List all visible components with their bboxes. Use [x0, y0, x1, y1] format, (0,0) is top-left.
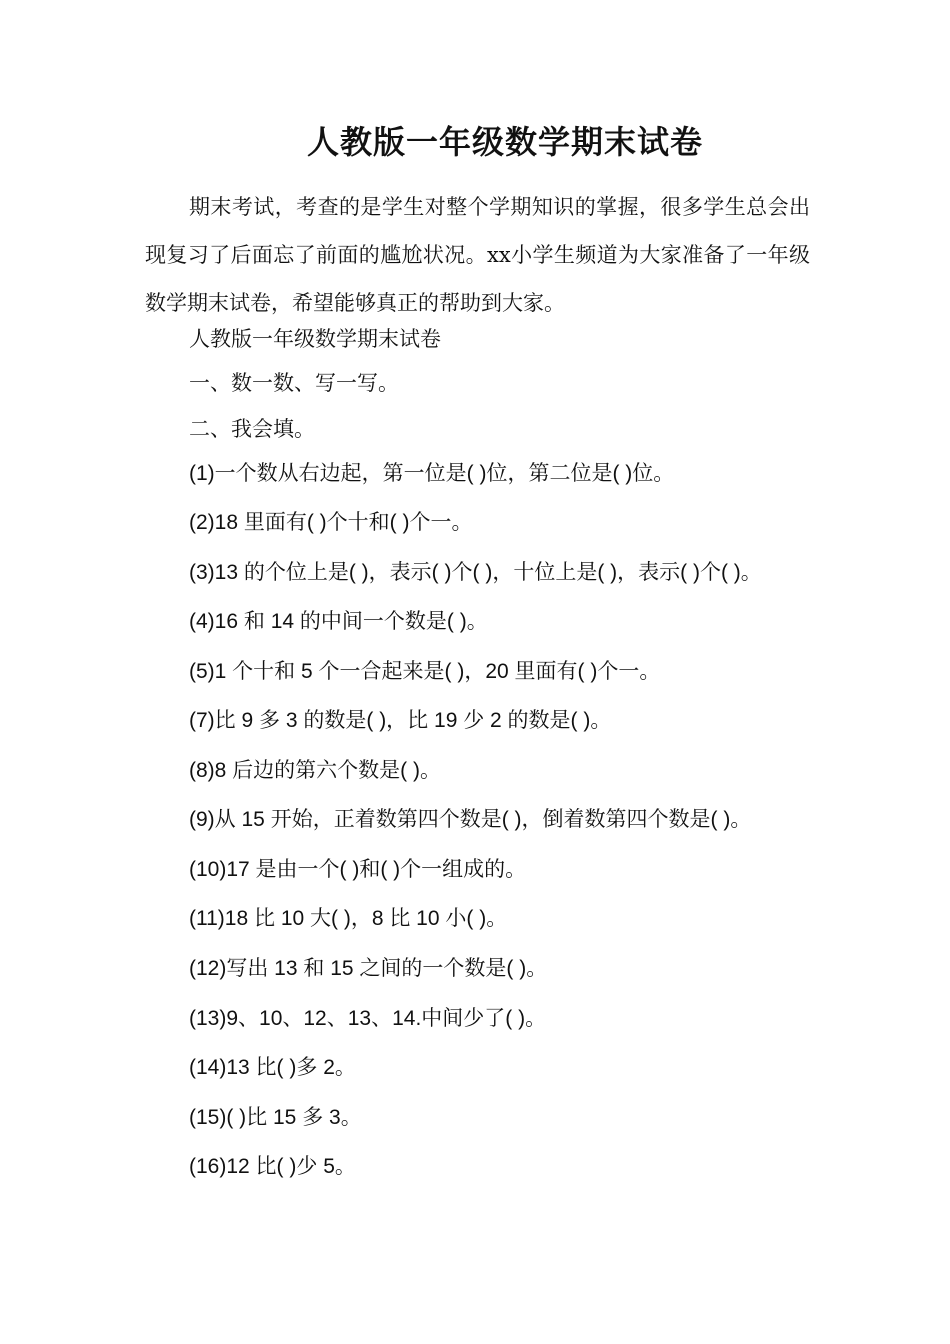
question-item: (9)从 15 开始，正着数第四个数是( )，倒着数第四个数是( )。 [189, 808, 752, 831]
question-item: (10)17 是由一个( )和( )个一组成的。 [189, 858, 527, 881]
section-heading-1: 一、数一数、写一写。 [189, 371, 399, 395]
question-item: (2)18 里面有( )个十和( )个一。 [189, 511, 473, 534]
section-heading-2: 二、我会填。 [189, 417, 315, 441]
question-item: (15)( )比 15 多 3。 [189, 1106, 362, 1129]
subtitle: 人教版一年级数学期末试卷 [189, 327, 441, 351]
question-item: (4)16 和 14 的中间一个数是( )。 [189, 610, 488, 633]
question-item: (7)比 9 多 3 的数是( )，比 19 少 2 的数是( )。 [189, 709, 612, 732]
question-item: (11)18 比 10 大( )，8 比 10 小( )。 [189, 907, 508, 930]
question-item: (5)1 个十和 5 个一合起来是( )，20 里面有( )个一。 [189, 660, 661, 683]
question-item: (16)12 比( )少 5。 [189, 1155, 356, 1178]
question-item: (12)写出 13 和 15 之间的一个数是( )。 [189, 957, 548, 980]
question-item: (3)13 的个位上是( )，表示( )个( )，十位上是( )，表示( )个( )。 [189, 561, 762, 584]
question-item: (14)13 比( )多 2。 [189, 1056, 356, 1079]
question-item: (1)一个数从右边起，第一位是( )位，第二位是( )位。 [189, 462, 675, 485]
intro-paragraph: 期末考试，考查的是学生对整个学期知识的掌握，很多学生总会出现复习了后面忘了前面的尴尬状况。xx小学生频道为大家准备了一年级数学期末试卷，希望能够真正的帮助到大家。 [145, 195, 810, 315]
question-item: (8)8 后边的第六个数是( )。 [189, 759, 441, 782]
document-title: 人教版一年级数学期末试卷 [306, 123, 703, 161]
question-item: (13)9、10、12、13、14.中间少了( )。 [189, 1007, 547, 1030]
